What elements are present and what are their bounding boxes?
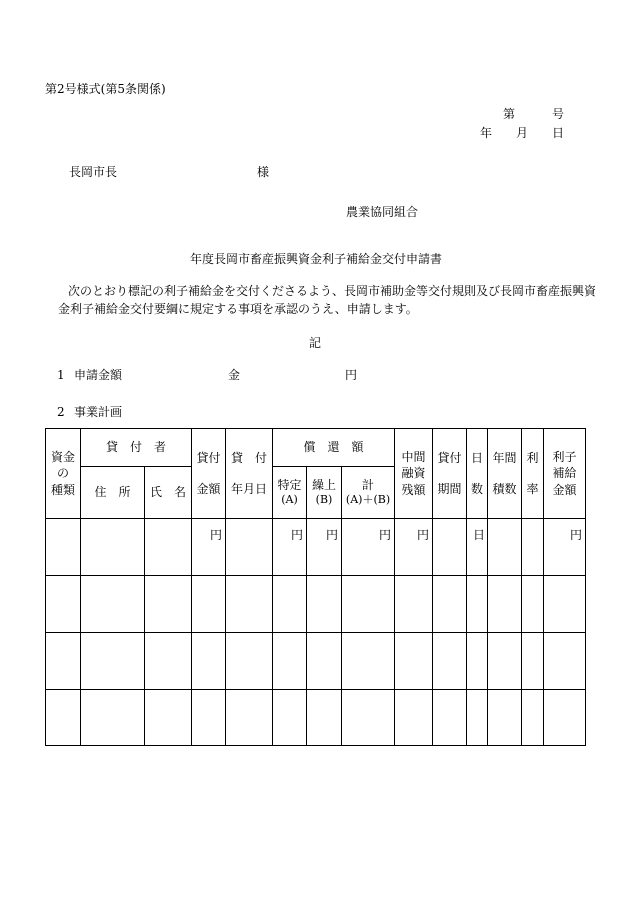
cell-repay-early[interactable] <box>307 633 342 690</box>
cell-interest-subsidy[interactable] <box>544 519 586 576</box>
cell-loan-period[interactable] <box>433 576 467 633</box>
cell-repay-early[interactable] <box>307 690 342 746</box>
cell-rate[interactable] <box>522 633 544 690</box>
date-month: 月 <box>516 126 529 140</box>
cell-repay-total[interactable] <box>342 690 395 746</box>
header-loan-period: 貸付 期間 <box>433 429 467 519</box>
addressee-honorific: 様 <box>257 165 270 179</box>
unit-yen: 円 <box>379 528 392 542</box>
cell-fund-type[interactable] <box>46 690 81 746</box>
cell-interest-subsidy[interactable] <box>544 633 586 690</box>
header-repay-specific: 特定 (A) <box>273 467 307 519</box>
cell-repay-total[interactable] <box>342 633 395 690</box>
header-interim-balance: 中間 融資 残額 <box>395 429 433 519</box>
cell-lender-address[interactable] <box>81 519 145 576</box>
header-repayment: 償 還 額 <box>273 429 395 467</box>
cell-repay-specific[interactable] <box>273 690 307 746</box>
cell-repay-specific[interactable] <box>273 519 307 576</box>
cell-interest-subsidy[interactable] <box>544 576 586 633</box>
cell-annual-product[interactable] <box>488 690 522 746</box>
item2-label: 事業計画 <box>74 405 123 419</box>
business-plan-table <box>45 428 586 746</box>
header-lender-name: 氏 名 <box>145 467 192 519</box>
header-loan-date: 貸 付 年月日 <box>226 429 273 519</box>
table-row <box>46 690 586 746</box>
cell-lender-address[interactable] <box>81 690 145 746</box>
cell-repay-total[interactable] <box>342 519 395 576</box>
date-year: 年 <box>480 126 493 140</box>
cell-days[interactable] <box>467 576 488 633</box>
header-repay-total: 計 (A)＋(B) <box>342 467 395 519</box>
cell-rate[interactable] <box>522 519 544 576</box>
cell-repay-specific[interactable] <box>273 576 307 633</box>
item2-number: 2 <box>57 405 65 419</box>
cell-fund-type[interactable] <box>46 633 81 690</box>
unit-yen: 円 <box>210 528 223 542</box>
cell-interim-balance[interactable] <box>395 576 433 633</box>
item1-kin: 金 <box>228 368 241 382</box>
cell-loan-amount[interactable] <box>192 576 226 633</box>
doc-number-go: 号 <box>552 107 565 121</box>
header-loan-amount: 貸付 金額 <box>192 429 226 519</box>
cell-lender-name[interactable] <box>145 519 192 576</box>
cell-interim-balance[interactable] <box>395 519 433 576</box>
table-row <box>46 633 586 690</box>
cell-loan-period[interactable] <box>433 633 467 690</box>
form-number: 第2号様式(第5条関係) <box>45 82 166 96</box>
header-rate: 利 率 <box>522 429 544 519</box>
unit-yen: 円 <box>291 528 304 542</box>
cell-loan-amount[interactable] <box>192 633 226 690</box>
cell-rate[interactable] <box>522 576 544 633</box>
unit-yen: 円 <box>417 528 430 542</box>
table-row <box>46 519 586 576</box>
cell-fund-type[interactable] <box>46 519 81 576</box>
item1-number: 1 <box>57 368 65 382</box>
doc-number-dai: 第 <box>503 107 516 121</box>
header-days: 日 数 <box>467 429 488 519</box>
cell-fund-type[interactable] <box>46 576 81 633</box>
cell-lender-name[interactable] <box>145 576 192 633</box>
body-text-line2: 金利子補給金交付要綱に規定する事項を承認のうえ、申請します。 <box>58 302 418 316</box>
addressee-name: 長岡市長 <box>69 165 118 179</box>
unit-yen: 円 <box>326 528 339 542</box>
cell-repay-early[interactable] <box>307 519 342 576</box>
cell-annual-product[interactable] <box>488 633 522 690</box>
applicant-name: 農業協同組合 <box>346 205 419 219</box>
header-interest-subsidy: 利子 補給 金額 <box>544 429 586 519</box>
header-lender: 貸 付 者 <box>81 429 192 467</box>
cell-days[interactable] <box>467 690 488 746</box>
cell-loan-date[interactable] <box>226 690 273 746</box>
cell-repay-specific[interactable] <box>273 633 307 690</box>
cell-loan-period[interactable] <box>433 519 467 576</box>
document-title: 年度長岡市畜産振興資金利子補給金交付申請書 <box>190 252 443 266</box>
cell-lender-address[interactable] <box>81 576 145 633</box>
ki-heading: 記 <box>309 336 322 350</box>
cell-interim-balance[interactable] <box>395 633 433 690</box>
cell-loan-amount[interactable] <box>192 690 226 746</box>
item1-label: 申請金額 <box>74 368 123 382</box>
cell-rate[interactable] <box>522 690 544 746</box>
cell-loan-amount[interactable] <box>192 519 226 576</box>
cell-days[interactable] <box>467 519 488 576</box>
cell-days[interactable] <box>467 633 488 690</box>
cell-loan-date[interactable] <box>226 519 273 576</box>
header-fund-type: 資金 の 種類 <box>46 429 81 519</box>
cell-interim-balance[interactable] <box>395 690 433 746</box>
unit-day: 日 <box>473 528 486 542</box>
cell-lender-name[interactable] <box>145 633 192 690</box>
unit-yen: 円 <box>570 528 583 542</box>
header-repay-early: 繰上 (B) <box>307 467 342 519</box>
cell-repay-total[interactable] <box>342 576 395 633</box>
date-day: 日 <box>552 126 565 140</box>
cell-loan-period[interactable] <box>433 690 467 746</box>
header-lender-address: 住 所 <box>81 467 145 519</box>
item1-yen: 円 <box>345 368 358 382</box>
header-annual-product: 年間 積数 <box>488 429 522 519</box>
cell-lender-address[interactable] <box>81 633 145 690</box>
cell-annual-product[interactable] <box>488 576 522 633</box>
cell-loan-date[interactable] <box>226 633 273 690</box>
cell-loan-date[interactable] <box>226 576 273 633</box>
cell-repay-early[interactable] <box>307 576 342 633</box>
cell-annual-product[interactable] <box>488 519 522 576</box>
cell-lender-name[interactable] <box>145 690 192 746</box>
table-row <box>46 576 586 633</box>
cell-interest-subsidy[interactable] <box>544 690 586 746</box>
body-text-line1: 次のとおり標記の利子補給金を交付くださるよう、長岡市補助金等交付規則及び長岡市畜産振興資 <box>68 284 597 298</box>
